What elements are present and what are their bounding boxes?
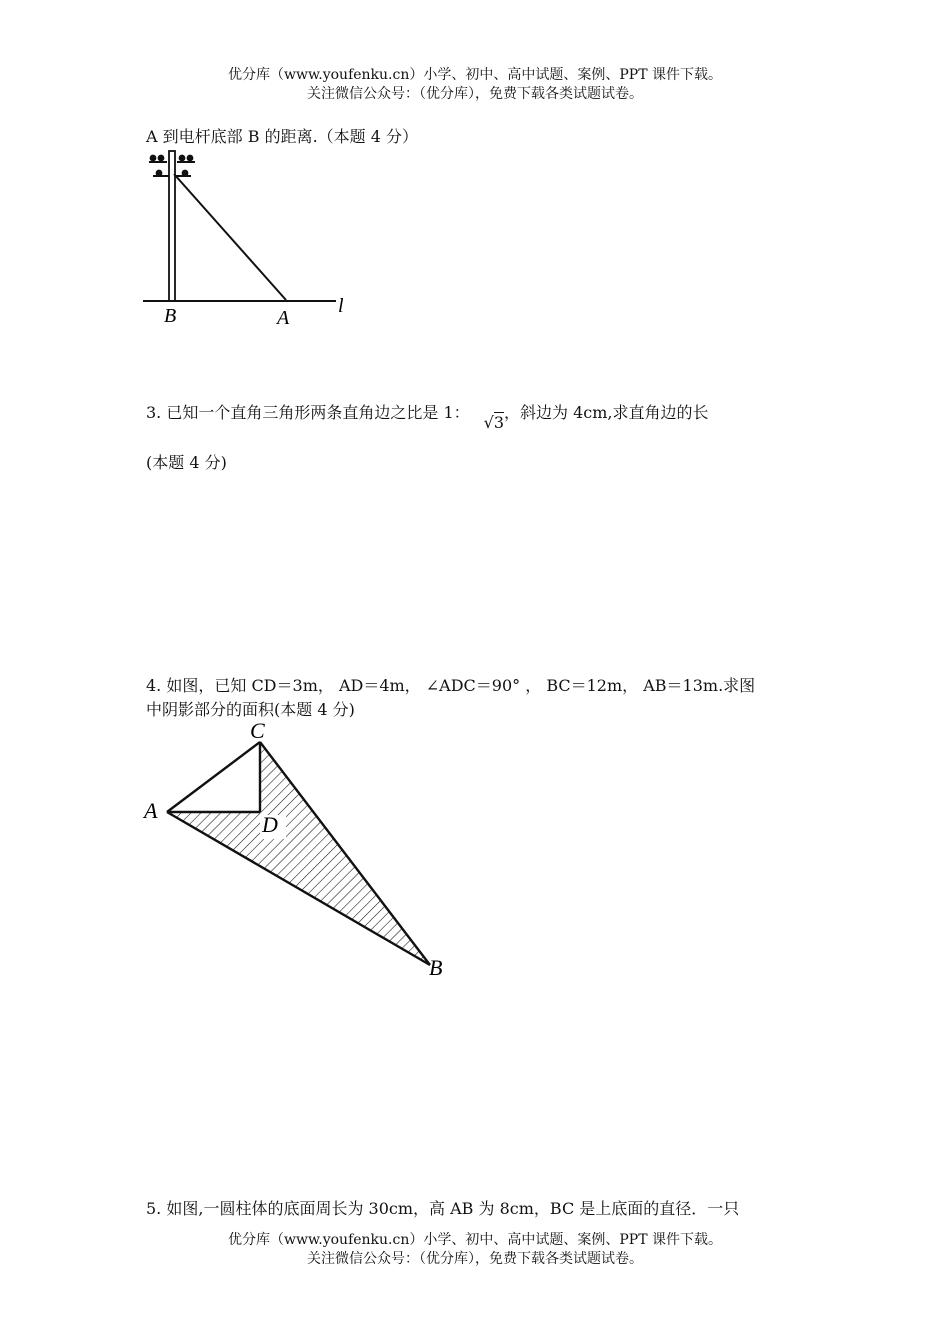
header-line-2: 关注微信公众号：（优分库），免费下载各类试题试卷。 — [307, 86, 643, 102]
label-b: B — [429, 955, 443, 980]
sqrt-icon: √3 — [483, 413, 505, 432]
pole-figure — [140, 148, 370, 333]
header-line-1: 优分库（www.youfenku.cn）小学、初中、高中试题、案例、PPT 课件下载。 — [227, 67, 722, 83]
footer-line-2: 关注微信公众号：（优分库），免费下载各类试题试卷。 — [307, 1251, 643, 1267]
q3-text-before: 3. 已知一个直角三角形两条直角边之比是 1： — [146, 403, 470, 422]
label-a: A — [144, 798, 158, 823]
label-a: A — [277, 307, 290, 329]
label-l: l — [338, 295, 344, 317]
triangle-figure — [140, 715, 460, 990]
q4-line1: 4. 如图，已知 CD＝3m， AD＝4m， ∠ADC＝90° ， BC＝12m， AB＝13m.求图 — [146, 676, 756, 695]
guy-wire — [174, 174, 286, 300]
pole — [169, 151, 175, 301]
q3-text-after: ，斜边为 4cm,求直角边的长 — [504, 403, 709, 422]
segment-ac — [167, 742, 260, 812]
footer-line-1: 优分库（www.youfenku.cn）小学、初中、高中试题、案例、PPT 课件下载。 — [227, 1232, 722, 1248]
sqrt-radicand: 3 — [493, 413, 505, 432]
q3-line2: (本题 4 分) — [146, 453, 227, 472]
q3-line1 — [146, 402, 709, 432]
q2-text: A 到电杆底部 B 的距离.（本题 4 分） — [146, 127, 419, 146]
q5-text: 5. 如图,一圆柱体的底面周长为 30cm，高 AB 为 8cm，BC 是上底面的直径．一只 — [146, 1199, 740, 1218]
shaded-region — [167, 742, 430, 965]
label-b: B — [164, 305, 177, 327]
label-d: D — [262, 812, 278, 837]
label-c: C — [250, 718, 265, 743]
q4-line2: 中阴影部分的面积(本题 4 分) — [146, 700, 355, 719]
